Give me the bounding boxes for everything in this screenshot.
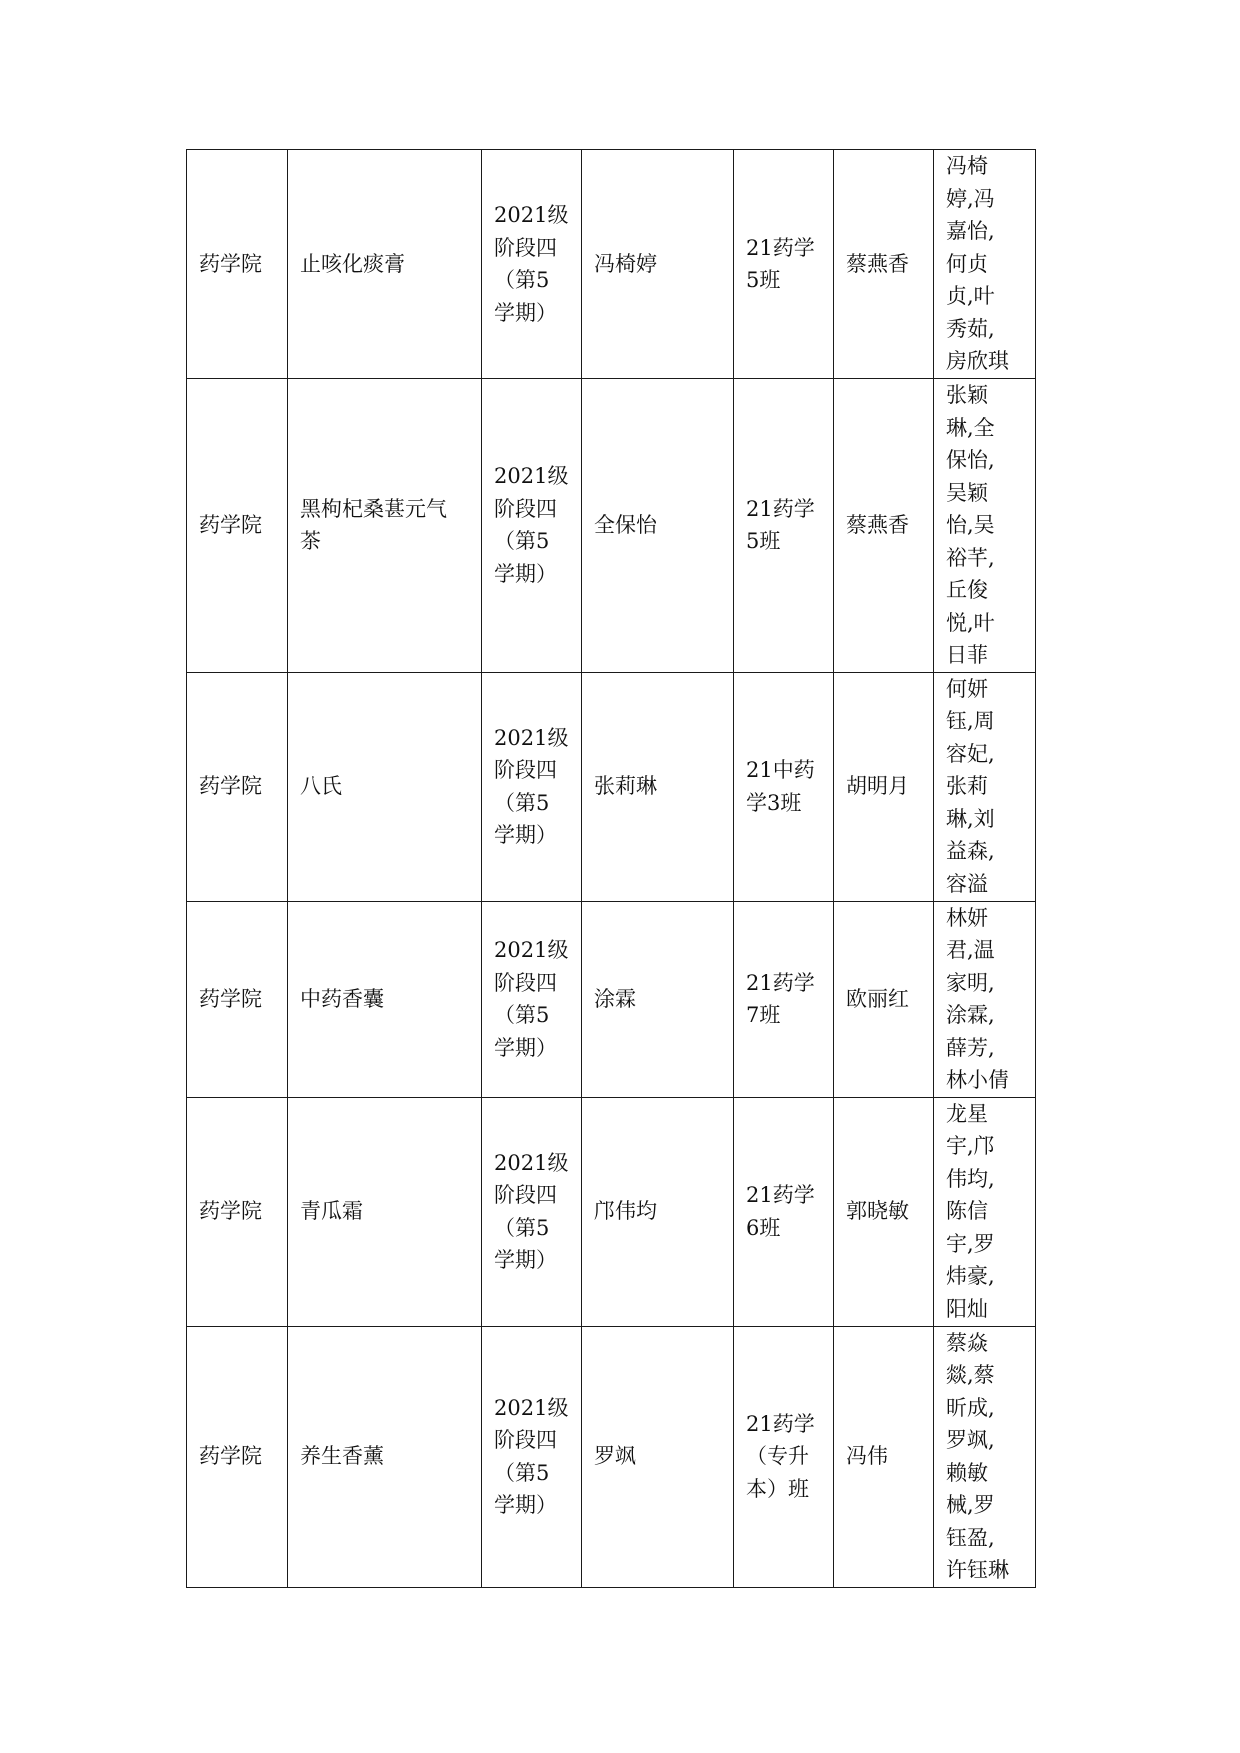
cell-line: 家明, [946,970,995,995]
advisor-cell: 蔡燕香 [834,150,934,379]
cell-line: （第5 [494,529,550,554]
cell-line: 止咳化痰膏 [300,251,405,276]
cell-line: 21药学 [746,496,815,521]
cell-line: 丘俊 [946,578,988,602]
cell-line: 学期） [494,1035,557,1060]
leader-cell: 涂霖 [582,901,734,1097]
college-cell: 药学院 [187,379,288,673]
cell-line: 21药学 [746,970,815,995]
table-row [187,672,1036,901]
cell-line: 薛芳, [946,1035,995,1060]
cell-line: 阶段四 [494,1183,557,1207]
cell-text [300,493,471,558]
cell-line: （第5 [494,1215,550,1240]
table-row [187,901,1036,1097]
cell-line: 阶段四 [494,1428,557,1452]
advisor-cell: 冯伟 [834,1326,934,1587]
cell-text [946,1098,1027,1326]
cell-line: 秀茹, [946,316,995,341]
cell-line: （第5 [494,790,550,815]
advisor-cell: 蔡燕香 [834,379,934,673]
cell-text [494,1392,571,1522]
cell-text [300,770,471,803]
cell-line: 涂霖, [946,1003,995,1027]
cell-line: 赖敏 [946,1460,988,1485]
cell-text [946,150,1027,378]
cell-line: 怡,吴 [946,513,995,537]
roster-body [187,150,1036,1588]
class-cell [734,901,834,1097]
cell-line: （专升 [746,1444,809,1469]
cell-line: 2021级 [494,1395,569,1420]
cell-line: 益森, [946,839,995,864]
cell-line: 阳灿 [946,1296,988,1321]
cell-line: 林小倩 [946,1068,1009,1092]
members-cell [934,1097,1036,1326]
cell-line: 本）班 [746,1476,809,1501]
cell-line: 日菲 [946,643,988,667]
cell-line: 养生香薰 [300,1444,384,1469]
table-row [187,379,1036,673]
table-row [187,150,1036,379]
cell-line: 容溢 [946,871,988,896]
cell-line: 学3班 [746,790,802,815]
stage-cell [482,901,582,1097]
members-cell [934,1326,1036,1587]
table-row [187,1326,1036,1587]
cell-line: 钰盈, [946,1525,995,1550]
cell-text [300,983,471,1016]
cell-line: 5班 [746,529,781,554]
cell-line: 阶段四 [494,758,557,782]
cell-line: 蔡焱 [946,1330,988,1355]
advisor-cell: 胡明月 [834,672,934,901]
cell-line: 阶段四 [494,970,557,995]
college-cell: 药学院 [187,150,288,379]
cell-text [746,493,823,558]
cell-line: 容妃, [946,741,995,766]
members-cell [934,150,1036,379]
cell-line: 阶段四 [494,235,557,260]
cell-line: 21中药 [746,758,815,782]
cell-line: 裕芊, [946,545,995,570]
members-cell [934,379,1036,673]
cell-line: 张莉 [946,774,988,799]
cell-line: 黑枸杞桑葚元气 [300,496,447,521]
cell-line: 罗飒, [946,1428,995,1452]
project-name-cell [288,1097,482,1326]
cell-line: 2021级 [494,203,569,227]
members-cell [934,901,1036,1097]
class-cell [734,379,834,673]
cell-text [946,673,1027,901]
class-cell [734,672,834,901]
project-roster-table [186,149,1036,1588]
cell-text [746,232,823,297]
cell-line: 2021级 [494,464,569,489]
cell-line: 2021级 [494,938,569,962]
project-name-cell [288,379,482,673]
cell-text [746,1179,823,1244]
cell-text [494,199,571,329]
class-cell [734,1097,834,1326]
cell-line: 21药学 [746,235,815,260]
cell-line: 21药学 [746,1411,815,1436]
stage-cell [482,379,582,673]
cell-line: 何妍 [946,676,988,701]
leader-cell: 邝伟均 [582,1097,734,1326]
cell-line: 许钰琳 [946,1558,1009,1582]
cell-line: 2021级 [494,1150,569,1175]
stage-cell [482,672,582,901]
project-name-cell [288,672,482,901]
cell-text [746,754,823,819]
advisor-cell: 欧丽红 [834,901,934,1097]
cell-line: 龙星 [946,1101,988,1126]
cell-text [300,248,471,281]
cell-line: 贞,叶 [946,284,995,309]
project-name-cell [288,150,482,379]
cell-line: 学期） [494,1248,557,1272]
cell-line: 中药香囊 [300,986,384,1011]
cell-text [494,934,571,1064]
leader-cell: 全保怡 [582,379,734,673]
advisor-cell: 郭晓敏 [834,1097,934,1326]
cell-line: 学期） [494,561,557,586]
cell-line: 昕成, [946,1395,995,1420]
cell-line: 钰,周 [946,709,995,734]
cell-line: 八氏 [300,774,342,799]
cell-line: 张颖 [946,383,988,407]
cell-text [746,1408,823,1506]
cell-line: 7班 [746,1003,781,1027]
cell-line: 房欣琪 [946,349,1009,374]
cell-text [494,722,571,852]
college-cell: 药学院 [187,901,288,1097]
cell-line: 械,罗 [946,1493,995,1517]
college-cell: 药学院 [187,672,288,901]
stage-cell [482,1326,582,1587]
cell-line: 燚,蔡 [946,1363,995,1387]
cell-line: 嘉怡, [946,219,995,244]
cell-line: 学期） [494,300,557,325]
cell-text [300,1195,471,1228]
cell-line: 琳,全 [946,415,995,440]
cell-line: 5班 [746,268,781,292]
cell-line: （第5 [494,1003,550,1027]
cell-text [746,967,823,1032]
cell-line: 学期） [494,823,557,847]
cell-line: 君,温 [946,938,995,962]
cell-text [300,1440,471,1473]
table-row [187,1097,1036,1326]
college-cell: 药学院 [187,1097,288,1326]
cell-line: 何贞 [946,251,988,276]
cell-line: 陈信 [946,1199,988,1224]
stage-cell [482,150,582,379]
cell-text [946,379,1027,672]
cell-line: 茶 [300,529,321,554]
cell-line: 保怡, [946,448,995,472]
stage-cell [482,1097,582,1326]
cell-line: 6班 [746,1215,781,1240]
cell-text [494,460,571,590]
project-name-cell [288,901,482,1097]
cell-line: 炜豪, [946,1264,995,1289]
cell-line: 吴颖 [946,480,988,505]
cell-line: 21药学 [746,1183,815,1207]
cell-line: 阶段四 [494,496,557,521]
class-cell [734,1326,834,1587]
cell-line: 悦,叶 [946,610,995,635]
cell-line: 林妍 [946,905,988,930]
college-cell: 药学院 [187,1326,288,1587]
cell-line: 冯椅 [946,154,988,179]
cell-line: 婷,冯 [946,186,995,211]
class-cell [734,150,834,379]
cell-line: 琳,刘 [946,806,995,831]
cell-text [946,902,1027,1097]
cell-line: （第5 [494,1460,550,1485]
cell-text [946,1327,1027,1587]
leader-cell: 冯椅婷 [582,150,734,379]
cell-line: 学期） [494,1493,557,1517]
cell-line: （第5 [494,268,550,292]
cell-line: 伟均, [946,1166,995,1191]
cell-line: 宇,罗 [946,1231,995,1256]
members-cell [934,672,1036,901]
project-name-cell [288,1326,482,1587]
leader-cell: 张莉琳 [582,672,734,901]
cell-line: 2021级 [494,725,569,750]
cell-text [494,1147,571,1277]
cell-line: 青瓜霜 [300,1199,363,1224]
leader-cell: 罗飒 [582,1326,734,1587]
cell-line: 宇,邝 [946,1134,995,1159]
